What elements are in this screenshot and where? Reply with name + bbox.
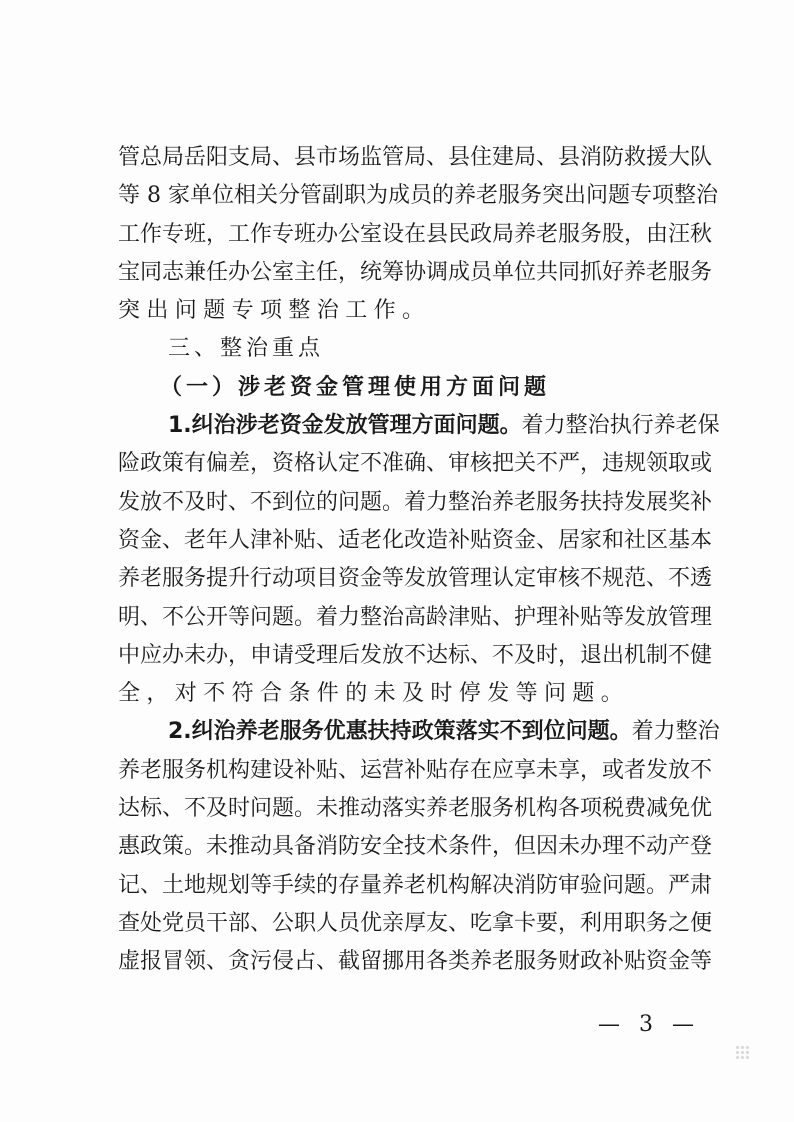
text-line: 养老服务机构建设补贴、运营补贴存在应享未享，或者发放不 bbox=[118, 757, 713, 783]
item-text: 着力整治执行养老保 bbox=[521, 413, 720, 439]
text-line: 查处党员干部、公职人员优亲厚友、吃拿卡要，利用职务之便 bbox=[118, 910, 713, 936]
text-line: 等 8 家单位相关分管副职为成员的养老服务突出问题专项整治 bbox=[118, 183, 718, 209]
text-line: 突出问题专项整治工作。 bbox=[118, 298, 431, 324]
item-text: 着力整治 bbox=[631, 719, 720, 745]
section-heading: 三、整治重点 bbox=[168, 336, 325, 362]
text-line: 养老服务提升行动项目资金等发放管理认定审核不规范、不透 bbox=[118, 566, 713, 592]
text-line: 全，对不符合条件的未及时停发等问题。 bbox=[118, 681, 630, 707]
text-line: 险政策有偏差，资格认定不准确、审核把关不严，违规领取或 bbox=[118, 451, 713, 477]
text-line bbox=[118, 407, 720, 445]
text-line bbox=[118, 713, 720, 751]
text-line: 工作专班，工作专班办公室设在县民政局养老服务股，由汪秋 bbox=[118, 221, 713, 247]
page-number: — 3 — bbox=[598, 1012, 700, 1037]
text-line: 管总局岳阳支局、县市场监管局、县住建局、县消防救援大队 bbox=[118, 145, 713, 170]
item-title: 2.纠治养老服务优惠扶持政策落实不到位问题。 bbox=[168, 719, 632, 745]
scan-speck bbox=[735, 1045, 749, 1059]
text-line: 宝同志兼任办公室主任，统筹协调成员单位共同抓好养老服务 bbox=[118, 259, 713, 285]
text-line: 记、土地规划等手续的存量养老机构解决消防审验问题。严肃 bbox=[118, 872, 713, 898]
body-text bbox=[118, 139, 720, 982]
text-line: 资金、老年人津补贴、适老化改造补贴资金、居家和社区基本 bbox=[118, 527, 713, 553]
text-line: 虚报冒领、贪污侵占、截留挪用各类养老服务财政补贴资金等 bbox=[118, 949, 713, 975]
subsection-heading: （一）涉老资金管理使用方面问题 bbox=[160, 374, 551, 400]
text-line: 明、不公开等问题。着力整治高龄津贴、护理补贴等发放管理 bbox=[118, 604, 713, 630]
text-line: 中应办未办，申请受理后发放不达标、不及时，退出机制不健 bbox=[118, 642, 713, 668]
text-line: 惠政策。未推动具备消防安全技术条件，但因未办理不动产登 bbox=[118, 834, 713, 860]
text-line: 发放不及时、不到位的问题。着力整治养老服务扶持发展奖补 bbox=[118, 489, 713, 515]
item-title: 1.纠治涉老资金发放管理方面问题。 bbox=[168, 413, 522, 439]
text-line: 达标、不及时问题。未推动落实养老服务机构各项税费减免优 bbox=[118, 796, 713, 822]
